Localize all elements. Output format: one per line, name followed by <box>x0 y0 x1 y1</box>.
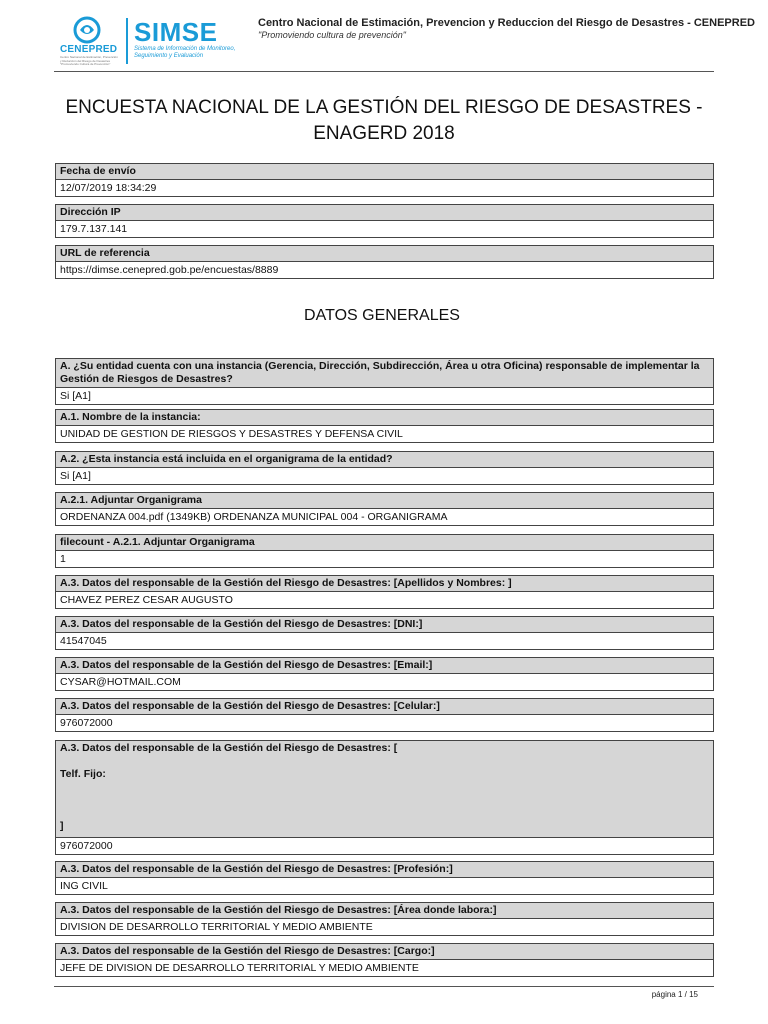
cenepred-logo-subtitle: Centro Nacional de Estimación, Prevención y Reducción del Riesgo de Desastres "Promoviendo Cultura de Prevención" <box>60 55 118 66</box>
simse-logo-subtitle: Sistema de Información de Monitoreo, Seguimiento y Evaluación <box>134 46 236 59</box>
simse-logo <box>134 18 244 60</box>
field-label: Dirección IP <box>56 205 713 221</box>
field-value: 976072000 <box>56 715 713 731</box>
field-label: filecount - A.2.1. Adjuntar Organigrama <box>56 535 713 551</box>
cenepred-logo-text: CENEPRED <box>60 44 118 55</box>
field-label: A. ¿Su entidad cuenta con una instancia (Gerencia, Dirección, Subdirección, Área u otra Oficina) responsable de implementar la Gestión de Riesgos de Desastres? <box>56 359 713 388</box>
header-divider <box>54 71 714 72</box>
field-a3-cargo <box>55 943 714 977</box>
field-label: A.3. Datos del responsable de la Gestión del Riesgo de Desastres: [Celular:] <box>56 699 713 715</box>
field-a3-celular <box>55 698 714 732</box>
field-url-referencia <box>55 245 714 279</box>
field-value: ING CIVIL <box>56 878 713 894</box>
field-label: Fecha de envío <box>56 164 713 180</box>
field-a3-apellidos-nombres <box>55 575 714 609</box>
field-value: CYSAR@HOTMAIL.COM <box>56 674 713 690</box>
field-value: JEFE DE DIVISION DE DESARROLLO TERRITORIAL Y MEDIO AMBIENTE <box>56 960 713 976</box>
field-label: A.3. Datos del responsable de la Gestión del Riesgo de Desastres: [Email:] <box>56 658 713 674</box>
field-value: DIVISION DE DESARROLLO TERRITORIAL Y MEDIO AMBIENTE <box>56 919 713 935</box>
field-value: ORDENANZA 004.pdf (1349KB) ORDENANZA MUNICIPAL 004 - ORGANIGRAMA <box>56 509 713 525</box>
field-value: https://dimse.cenepred.gob.pe/encuestas/8889 <box>56 262 713 278</box>
field-filecount <box>55 534 714 568</box>
field-label: A.3. Datos del responsable de la Gestión del Riesgo de Desastres: [Cargo:] <box>56 944 713 960</box>
field-label: URL de referencia <box>56 246 713 262</box>
field-a3-profesion <box>55 861 714 895</box>
field-label: A.3. Datos del responsable de la Gestión del Riesgo de Desastres: [Profesión:] <box>56 862 713 878</box>
section-title: DATOS GENERALES <box>304 307 460 324</box>
field-value: CHAVEZ PEREZ CESAR AUGUSTO <box>56 592 713 608</box>
field-label: A.3. Datos del responsable de la Gestión del Riesgo de Desastres: [DNI:] <box>56 617 713 633</box>
field-label: A.1. Nombre de la instancia: <box>56 410 713 426</box>
field-a1-nombre-instancia <box>55 409 714 443</box>
field-value: 41547045 <box>56 633 713 649</box>
field-a3-email <box>55 657 714 691</box>
field-value: UNIDAD DE GESTION DE RIESGOS Y DESASTRES Y DEFENSA CIVIL <box>56 426 713 442</box>
field-value: 12/07/2019 18:34:29 <box>56 180 713 196</box>
page-indicator: página 1 / 15 <box>651 990 698 999</box>
field-a3-area-labora <box>55 902 714 936</box>
field-a21-adjuntar-organigrama <box>55 492 714 526</box>
field-a3-telf-fijo <box>55 740 714 855</box>
field-label: A.2.1. Adjuntar Organigrama <box>56 493 713 509</box>
field-value: Si [A1] <box>56 388 713 404</box>
field-value: 976072000 <box>56 838 713 854</box>
field-label: A.3. Datos del responsable de la Gestión del Riesgo de Desastres: [Apellidos y Nombres: ] <box>56 576 713 592</box>
organization-slogan: "Promoviendo cultura de prevención" <box>258 30 406 40</box>
organization-name: Centro Nacional de Estimación, Prevencion y Reduccion del Riesgo de Desastres - CENEPRED <box>258 17 755 29</box>
field-a2-organigrama <box>55 451 714 485</box>
document-title: ENCUESTA NACIONAL DE LA GESTIÓN DEL RIESGO DE DESASTRES - ENAGERD 2018 <box>65 97 703 144</box>
footer-divider <box>54 986 714 987</box>
field-value: 1 <box>56 551 713 567</box>
field-value: Si [A1] <box>56 468 713 484</box>
field-value: 179.7.137.141 <box>56 221 713 237</box>
field-fecha-envio <box>55 163 714 197</box>
field-label: A.3. Datos del responsable de la Gestión del Riesgo de Desastres: [ Telf. Fijo: ] <box>56 741 713 838</box>
field-label: A.2. ¿Esta instancia está incluida en el organigrama de la entidad? <box>56 452 713 468</box>
cenepred-emblem-icon <box>72 16 102 44</box>
field-label: A.3. Datos del responsable de la Gestión del Riesgo de Desastres: [Área donde labora:] <box>56 903 713 919</box>
field-a3-dni <box>55 616 714 650</box>
simse-logo-text: SIMSE <box>134 17 218 47</box>
cenepred-logo <box>56 16 122 68</box>
logo-divider <box>126 18 128 64</box>
field-direccion-ip <box>55 204 714 238</box>
page-header <box>0 0 768 72</box>
field-a-instancia-responsable <box>55 358 714 405</box>
